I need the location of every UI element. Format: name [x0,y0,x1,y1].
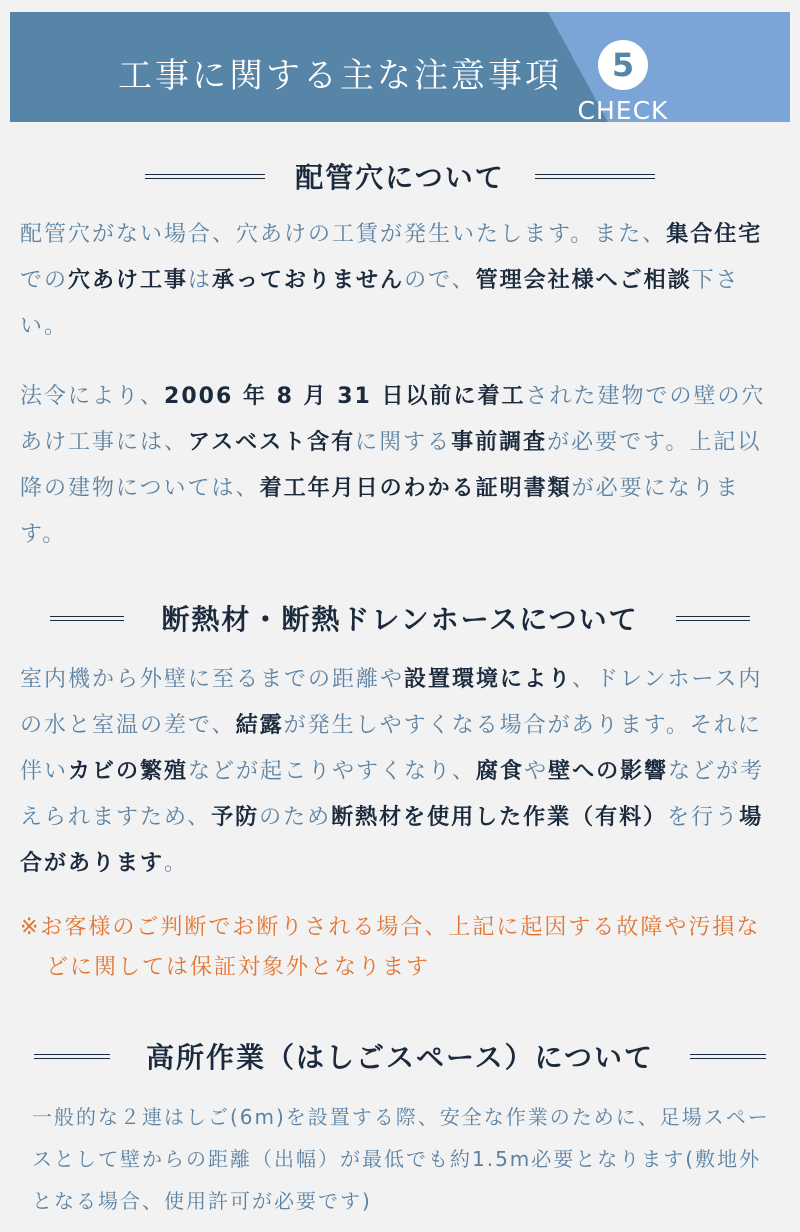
section-heading-text: 配管穴について [295,161,505,194]
body-text: や [524,759,549,784]
body-text: 配管穴がない場合、穴あけの工賃が発生いたします。また、 [20,222,667,247]
body-text: された建物での壁の穴あけ工事には、 [20,384,766,455]
body-text: が必要になります。 [20,476,740,547]
heading-rule-right [676,616,750,621]
paragraph-pipe-hole-1 [20,212,782,350]
body-text: が必要です。上記以降の建物については、 [20,430,762,501]
body-text: 。 [164,851,189,876]
header-banner [10,12,790,122]
emphasis-text: 腐食 [476,759,525,784]
emphasis-text: 2006 年 8 月 31 日以前に着工 [164,384,526,409]
body-text: などが考えられますため、 [20,759,765,830]
heading-rule-right [535,174,655,179]
body-text: などが起こりやすくなり、 [188,759,477,784]
section-heading-pipe-hole [0,156,800,196]
body-text: 、ドレンホース内の水と室温の差で、 [20,667,763,738]
body-text: 法令により、 [20,384,165,409]
page-title: 工事に関する主な注意事項 [118,56,562,96]
body-text: を行う [667,805,740,830]
body-text: 下さい。 [20,268,740,339]
emphasis-text: 承っておりません [212,268,405,293]
body-text: のため [259,805,332,830]
section-heading-ladder [0,1036,800,1076]
emphasis-text: 結露 [235,713,284,738]
emphasis-text: 場合があります [20,805,764,876]
emphasis-text: 設置環境により [404,667,573,692]
section-heading-text: 断熱材・断熱ドレンホースについて [161,603,639,636]
body-text: が発生しやすくなる場合があります。それに伴い [20,713,762,784]
emphasis-text: 事前調査 [451,430,548,455]
disclaimer-note: ※お客様のご判断でお断りされる場合、上記に起因する故障や汚損などに関しては保証対象外となります [20,915,761,980]
check-label: CHECK [577,96,669,122]
body-text: は [188,268,213,293]
heading-rule-right [690,1054,766,1059]
check-number-badge: 5 [598,40,648,90]
emphasis-text: 着工年月日のわかる [259,476,476,501]
paragraph-ladder: 一般的な２連はしご(6m)を設置する際、安全な作業のために、足場スペースとして壁からの距離（出幅）が最低でも約1.5m必要となります(敷地外となる場合、使用許可が必要です) [32,1105,770,1213]
section-heading-insulation [0,598,800,638]
section-heading-text: 高所作業（はしごスペース）について [145,1041,655,1074]
emphasis-text: 証明書類 [475,476,572,501]
body-text: 室内機から外壁に至るまでの距離や [20,667,405,692]
emphasis-text: 穴あけ工事 [68,268,189,293]
body-text: ので、 [404,268,476,293]
emphasis-text: 集合住宅 [666,222,763,247]
paragraph-pipe-hole-2 [20,374,782,558]
emphasis-text: 管理会社様へご相談 [475,268,692,293]
body-text: での [20,268,69,293]
emphasis-text: 壁への影響 [548,759,669,784]
paragraph-insulation [20,657,782,887]
body-text: に関する [355,430,452,455]
emphasis-text: カビの繁殖 [68,759,189,784]
emphasis-text: アスベスト含有 [188,430,356,455]
emphasis-text: 予防 [211,805,260,830]
emphasis-text: 断熱材を使用した作業（有料） [331,805,668,830]
